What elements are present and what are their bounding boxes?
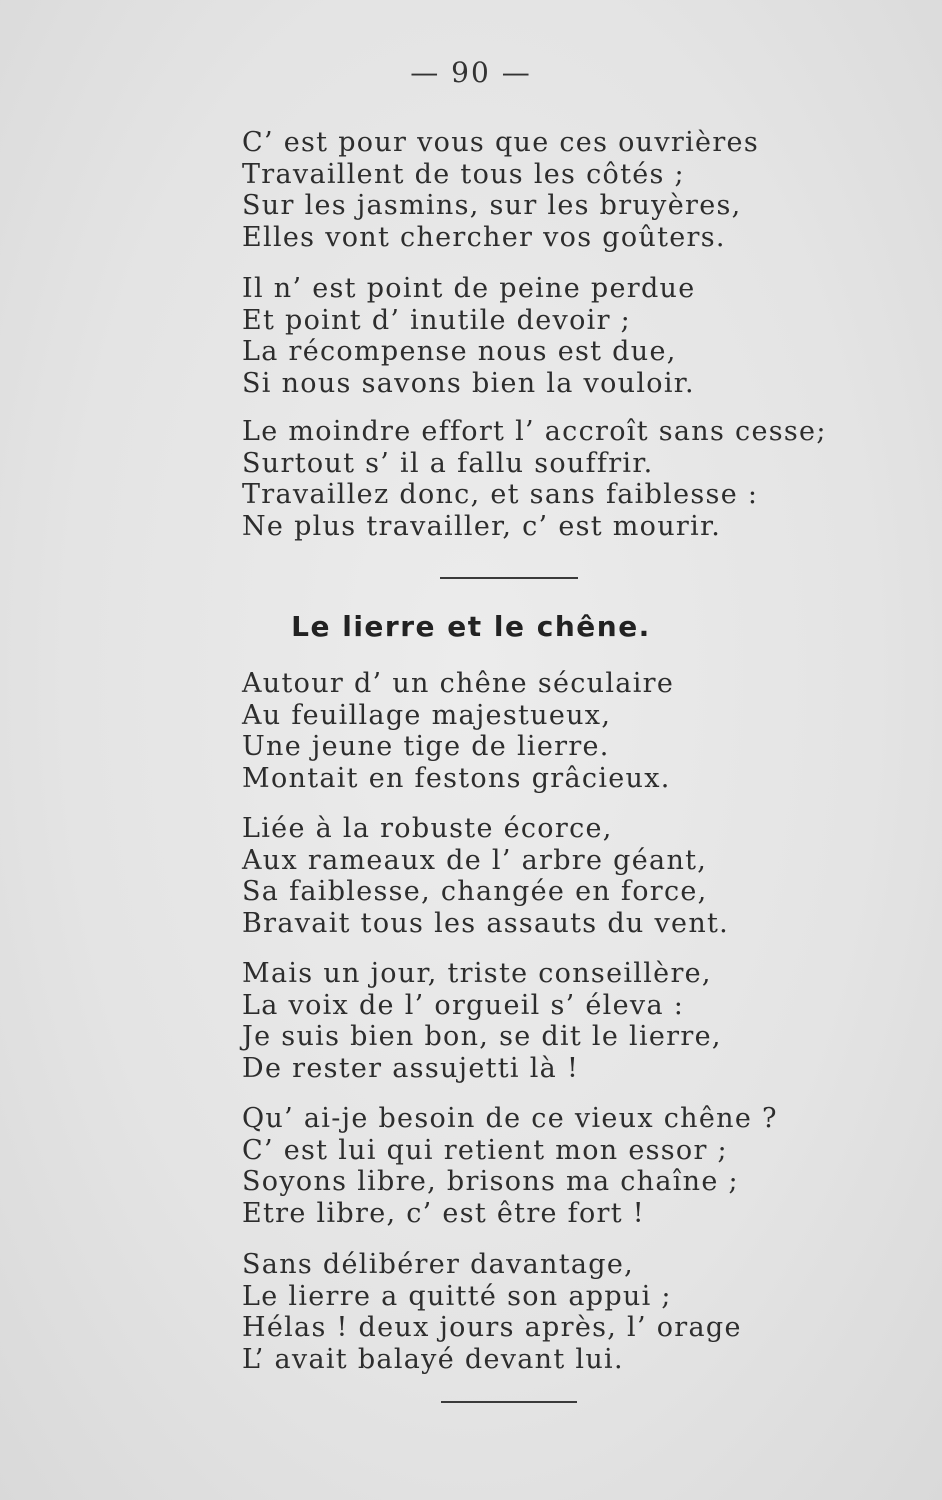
stanza-1 xyxy=(242,127,759,253)
verse-line: Sur les jasmins, sur les bruyères, xyxy=(242,190,742,222)
verse-line: Une jeune tige de lierre. xyxy=(242,731,610,763)
verse-line: Sans délibérer davantage, xyxy=(242,1249,635,1280)
verse-line: Il n’ est point de peine perdue xyxy=(242,273,696,304)
page-number: — 90 — xyxy=(410,56,532,89)
verse-line: Ne plus travailler, c’ est mourir. xyxy=(242,510,722,542)
verse-line: Etre libre, c’ est être fort ! xyxy=(242,1197,645,1229)
verse-line: Au feuillage majestueux, xyxy=(242,699,612,731)
verse-line: La voix de l’ orgueil s’ éleva : xyxy=(242,989,685,1021)
verse-line: Le moindre effort l’ accroît sans cesse; xyxy=(242,416,827,447)
verse-line: Le lierre a quitté son appui ; xyxy=(242,1280,672,1312)
poem-title: Le lierre et le chêne. xyxy=(291,610,651,643)
verse-line: Je suis bien bon, se dit le lierre, xyxy=(242,1021,722,1053)
verse-line: Liée à la robuste écorce, xyxy=(242,813,613,844)
verse-line: L’ avait balayé devant lui. xyxy=(242,1343,624,1375)
stanza-6 xyxy=(242,958,722,1084)
verse-line: Bravait tous les assauts du vent. xyxy=(242,907,730,939)
verse-line: C’ est pour vous que ces ouvrières xyxy=(242,127,759,158)
stanza-4 xyxy=(242,668,674,794)
stanza-5 xyxy=(242,813,729,939)
verse-line: Elles vont chercher vos goûters. xyxy=(242,221,726,253)
verse-line: Qu’ ai-je besoin de ce vieux chêne ? xyxy=(242,1103,778,1134)
verse-line: Sa faiblesse, changée en force, xyxy=(242,876,708,908)
verse-line: Travaillez donc, et sans faiblesse : xyxy=(242,479,759,511)
verse-line: Et point d’ inutile devoir ; xyxy=(242,304,632,336)
verse-line: Montait en festons grâcieux. xyxy=(242,762,671,794)
end-divider xyxy=(441,1401,577,1403)
verse-line: C’ est lui qui retient mon essor ; xyxy=(242,1134,728,1166)
stanza-3 xyxy=(242,416,827,542)
stanza-2 xyxy=(242,273,696,399)
verse-line: Aux rameaux de l’ arbre géant, xyxy=(242,844,708,876)
stanza-7 xyxy=(242,1103,778,1229)
verse-line: Soyons libre, brisons ma chaîne ; xyxy=(242,1166,739,1198)
verse-line: Travaillent de tous les côtés ; xyxy=(242,158,685,190)
verse-line: Surtout s’ il a fallu souffrir. xyxy=(242,447,654,479)
verse-line: De rester assujetti là ! xyxy=(242,1052,580,1084)
stanza-8 xyxy=(242,1249,742,1375)
section-divider xyxy=(440,577,578,579)
verse-line: Autour d’ un chêne séculaire xyxy=(242,668,675,699)
verse-line: Mais un jour, triste conseillère, xyxy=(242,958,712,989)
verse-line: Hélas ! deux jours après, l’ orage xyxy=(242,1312,742,1344)
verse-line: La récompense nous est due, xyxy=(242,336,677,368)
verse-line: Si nous savons bien la vouloir. xyxy=(242,367,695,399)
